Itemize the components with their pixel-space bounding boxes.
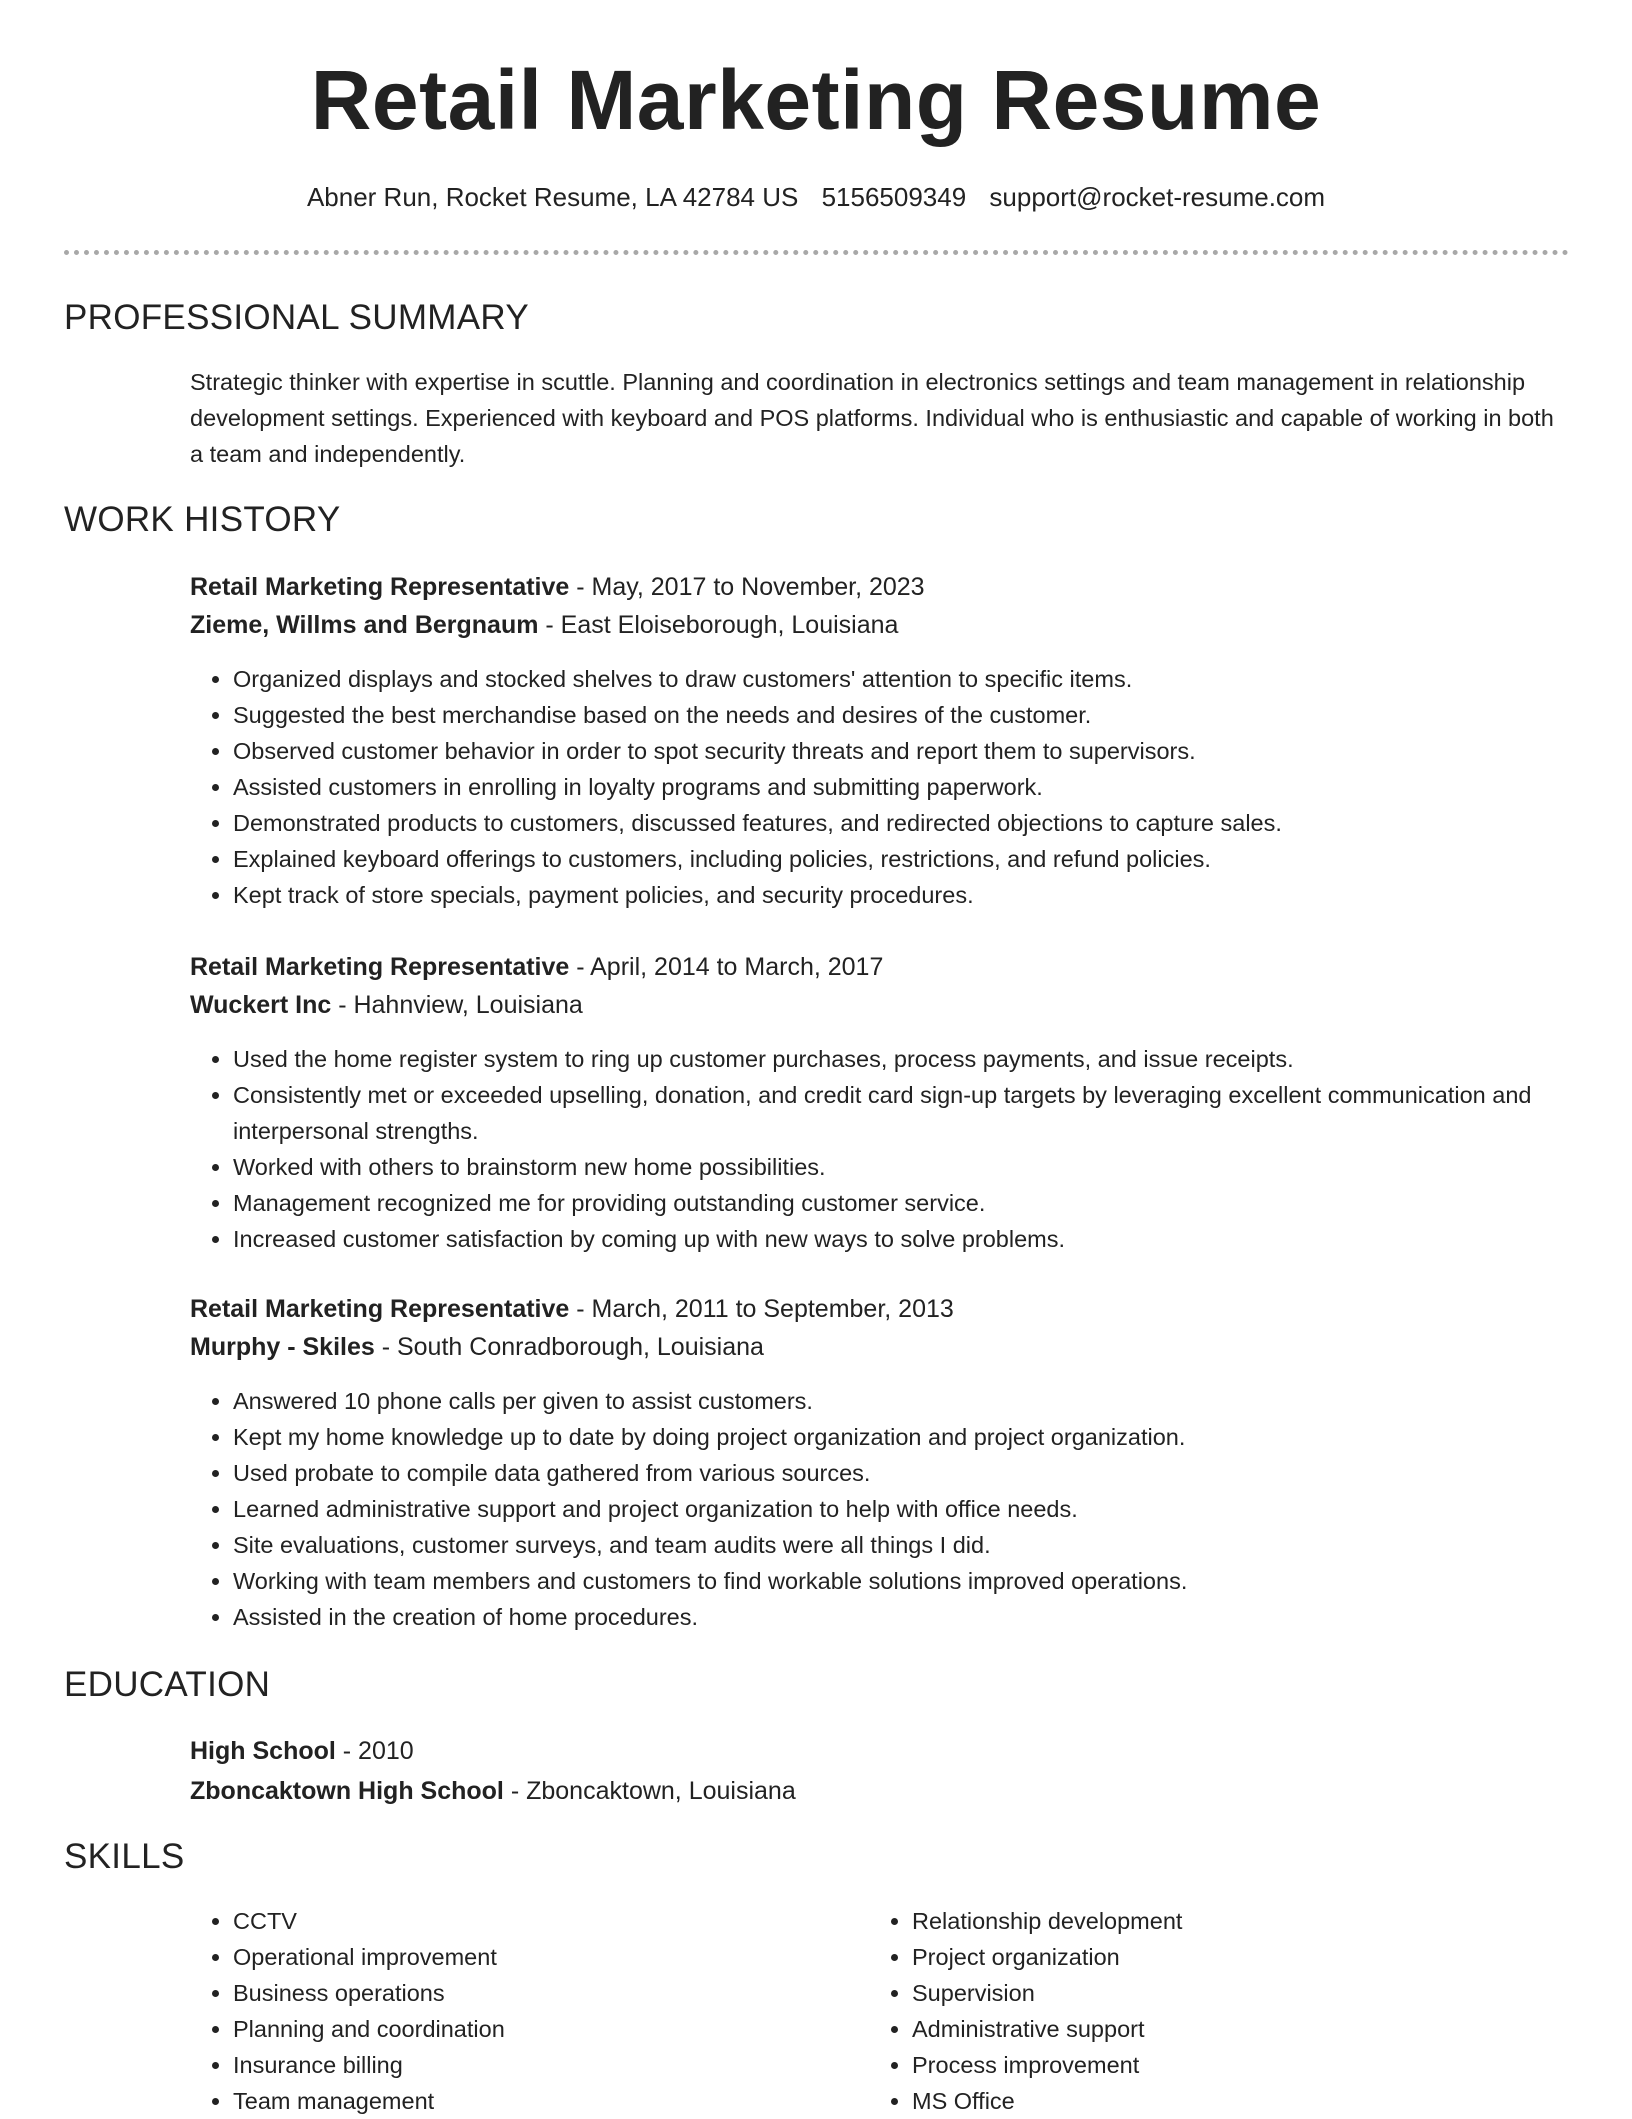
education-location: - Zboncaktown, Louisiana	[503, 1777, 796, 1805]
skill-item: • CCTV	[233, 1903, 853, 1939]
bullet-item: • Worked with others to brainstorm new home possibilities.	[233, 1149, 1613, 1185]
bullet-item: • Explained keyboard offerings to customers, including policies, restrictions, and refund policies.	[233, 841, 1613, 877]
job-entry	[190, 568, 1570, 644]
skill-item: • Project organization	[912, 1939, 1532, 1975]
bullet-item: • Used the home register system to ring up customer purchases, process payments, and issue receipts.	[233, 1041, 1613, 1077]
bullet-item: • Consistently met or exceeded upselling, donation, and credit card sign-up targets by leveraging excellent communication and interpersonal strengths.	[233, 1077, 1613, 1149]
skill-item: • Operational improvement	[233, 1939, 853, 1975]
skills-list-left	[190, 1903, 853, 2119]
job-entry	[190, 1290, 1570, 1366]
bullet-item: • Demonstrated products to customers, discussed features, and redirected objections to capture sales.	[233, 805, 1613, 841]
bullet-item: • Increased customer satisfaction by coming up with new ways to solve problems.	[233, 1221, 1613, 1257]
education-school-line	[190, 1771, 1570, 1811]
job-title-line	[190, 568, 1570, 606]
job-title: Retail Marketing Representative	[190, 953, 570, 981]
skill-item: • Administrative support	[912, 2011, 1532, 2047]
job-title-line	[190, 948, 1570, 986]
education-degree: High School	[190, 1737, 336, 1765]
skills-list-right	[869, 1903, 1532, 2119]
bullet-item: • Learned administrative support and project organization to help with office needs.	[233, 1491, 1613, 1527]
skill-item: • Supervision	[912, 1975, 1532, 2011]
job-title: Retail Marketing Representative	[190, 573, 570, 601]
contact-line	[0, 182, 1632, 213]
job-location: - East Eloiseborough, Louisiana	[538, 611, 899, 639]
skill-item: • Relationship development	[912, 1903, 1532, 1939]
skill-item: • Business operations	[233, 1975, 853, 2011]
job-company: Zieme, Willms and Bergnaum	[190, 611, 539, 639]
bullet-item: • Used probate to compile data gathered from various sources.	[233, 1455, 1613, 1491]
skill-item: • Team management	[233, 2083, 853, 2119]
education-year: - 2010	[335, 1737, 414, 1765]
bullet-item: • Answered 10 phone calls per given to assist customers.	[233, 1383, 1613, 1419]
contact-address: Abner Run, Rocket Resume, LA 42784 US	[306, 182, 799, 212]
job-dates: - May, 2017 to November, 2023	[569, 573, 925, 601]
bullet-item: • Organized displays and stocked shelves to draw customers' attention to specific items.	[233, 661, 1613, 697]
education-school: Zboncaktown High School	[190, 1777, 504, 1805]
job-title-line	[190, 1290, 1570, 1328]
job-company-line	[190, 1328, 1570, 1366]
education-degree-line	[190, 1731, 1570, 1771]
bullet-item: • Kept track of store specials, payment policies, and security procedures.	[233, 877, 1613, 913]
bullet-item: • Kept my home knowledge up to date by doing project organization and project organization.	[233, 1419, 1613, 1455]
contact-phone: 5156509349	[821, 182, 967, 212]
summary-text: Strategic thinker with expertise in scuttle. Planning and coordination in electronics settings and team management in relationship development settings. Experienced with keyboard and POS platforms. Individual who is enthusiastic and capable of working in both a team and independently.	[190, 369, 1554, 467]
header-divider	[64, 250, 1569, 255]
job-dates: - March, 2011 to September, 2013	[569, 1295, 954, 1323]
bullet-item: • Observed customer behavior in order to spot security threats and report them to supervisors.	[233, 733, 1613, 769]
job-company: Murphy - Skiles	[190, 1333, 375, 1361]
job-company-line	[190, 986, 1570, 1024]
skill-item: • MS Office	[912, 2083, 1532, 2119]
job-bullets	[190, 1383, 1613, 1635]
skill-item: • Process improvement	[912, 2047, 1532, 2083]
bullet-item: • Management recognized me for providing outstanding customer service.	[233, 1185, 1613, 1221]
job-company-line	[190, 606, 1570, 644]
job-dates: - April, 2014 to March, 2017	[569, 953, 884, 981]
summary-heading: PROFESSIONAL SUMMARY	[64, 298, 529, 337]
bullet-item: • Assisted customers in enrolling in loyalty programs and submitting paperwork.	[233, 769, 1613, 805]
job-title: Retail Marketing Representative	[190, 1295, 570, 1323]
education-entry	[190, 1731, 1570, 1811]
job-entry	[190, 948, 1570, 1024]
bullet-item: • Site evaluations, customer surveys, and team audits were all things I did.	[233, 1527, 1613, 1563]
skill-item: • Planning and coordination	[233, 2011, 853, 2047]
resume-title: Retail Marketing Resume	[310, 53, 1322, 147]
bullet-item: • Assisted in the creation of home procedures.	[233, 1599, 1613, 1635]
job-company: Wuckert Inc	[190, 991, 332, 1019]
job-location: - South Conradborough, Louisiana	[374, 1333, 764, 1361]
bullet-item: • Working with team members and customers to find workable solutions improved operations.	[233, 1563, 1613, 1599]
work-history-heading: WORK HISTORY	[64, 500, 341, 539]
job-bullets	[190, 661, 1613, 913]
skills-heading: SKILLS	[64, 1837, 185, 1876]
job-location: - Hahnview, Louisiana	[331, 991, 583, 1019]
education-heading: EDUCATION	[64, 1665, 271, 1704]
bullet-item: • Suggested the best merchandise based on the needs and desires of the customer.	[233, 697, 1613, 733]
contact-email: support@rocket-resume.com	[989, 182, 1326, 212]
skill-item: • Insurance billing	[233, 2047, 853, 2083]
job-bullets	[190, 1041, 1613, 1257]
